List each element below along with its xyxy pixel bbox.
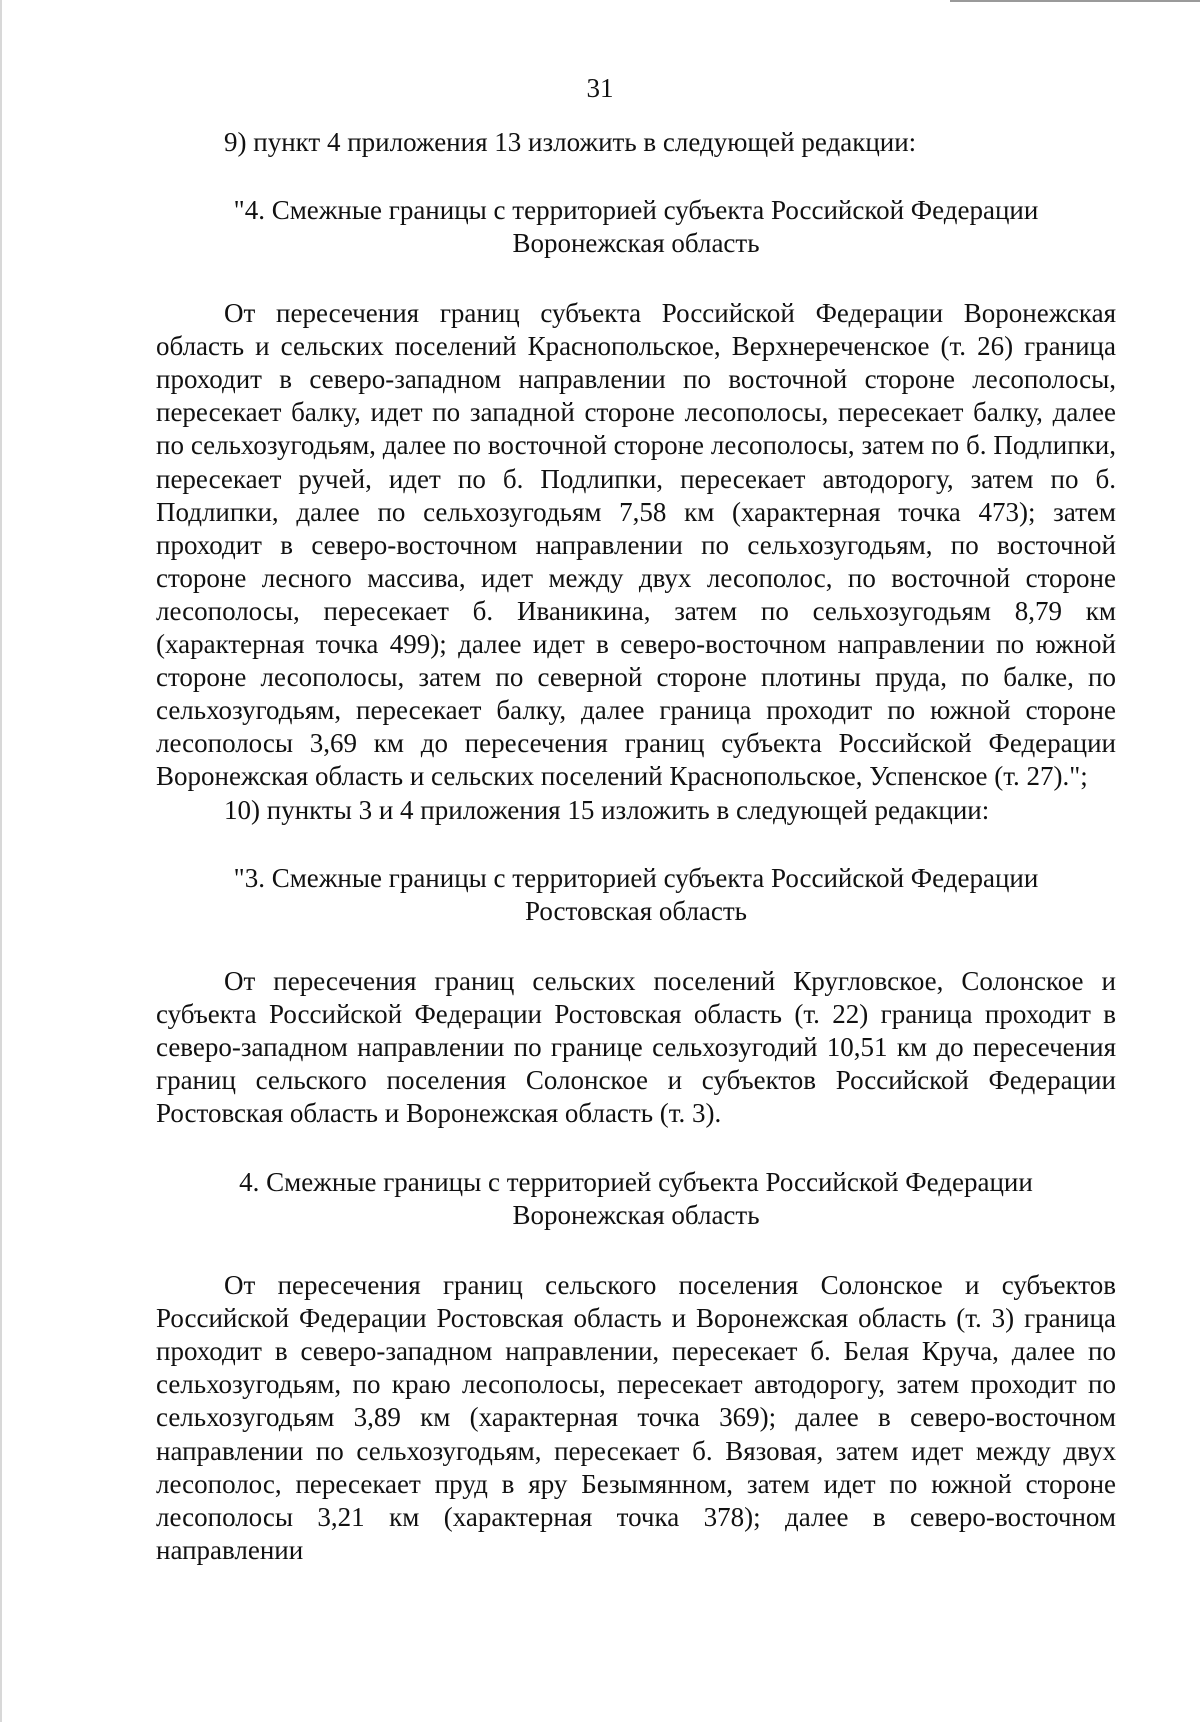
section-paragraph: От пересечения границ субъекта Российской Федерации Воронежская область и сельских поселений Краснопольское, Верхнереченское (т. 26) граница проходит в северо-западном направлении по восточной стороне лесополосы, пересекает балку, идет по западной стороне лесополосы, пересекает балку, далее по сельхозугодьям, далее по восточной стороне лесополосы, затем по б. Подлипки, пересекает ручей, идет по б. Подлипки, пересекает автодорогу, затем по б. Подлипки, далее по сельхозугодьям 7,58 км (характерная точка 473); затем проходит в северо-восточном направлении по сельхозугодьям, по восточной стороне лесного массива, идет между двух лесополос, по восточной стороне лесополосы, пересекает б. Иваникина, затем по сельхозугодьям 8,79 км (характерная точка 499); далее идет в северо-восточном направлении по южной стороне лесополосы, затем по северной стороне плотины пруда, по балке, по сельхозугодьям, пересекает балку, далее граница проходит по южной стороне лесополосы 3,69 км до пересечения границ субъекта Российской Федерации Воронежская область и сельских поселений Краснопольское, Успенское (т. 27)."; xyxy=(156,298,1116,792)
section-voronezh-appendix-15 xyxy=(156,1166,1116,1567)
section-heading-line-2: Воронежская область xyxy=(512,1200,760,1231)
section-heading-line-2: Ростовская область xyxy=(525,895,747,926)
spacer xyxy=(156,260,1116,297)
section-voronezh-appendix-13 xyxy=(156,194,1116,793)
spacer xyxy=(156,827,1116,862)
spacer xyxy=(156,1130,1116,1166)
section-heading-line-2: Воронежская область xyxy=(512,228,760,259)
amendment-item-9: 9) пункт 4 приложения 13 изложить в следующей редакции: xyxy=(224,127,917,157)
scan-left-edge xyxy=(0,0,2,1722)
spacer xyxy=(156,1232,1116,1269)
scan-top-line xyxy=(950,0,1200,2)
spacer xyxy=(156,159,1116,194)
document-content xyxy=(156,126,1116,1567)
page-number: 31 xyxy=(586,73,614,103)
section-heading-line-1: "4. Смежные границы с территорией субъекта Российской Федерации xyxy=(233,195,1039,226)
section-paragraph: От пересечения границ сельского поселения Солонское и субъектов Российской Федерации Ростовская область и Воронежская область (т. 3) граница проходит в северо-западном направлении, пересекает б. Белая Круча, далее по сельхозугодьям, по краю лесополосы, пересекает автодорогу, затем проходит по сельхозугодьям 3,89 км (характерная точка 369); далее в северо-восточном направлении по сельхозугодьям, пересекает б. Вязовая, затем идет между двух лесополос, пересекает пруд в яру Безымянном, затем идет по южной стороне лесополосы 3,21 км (характерная точка 378); далее в северо-восточном направлении xyxy=(156,1270,1116,1565)
section-heading-line-1: "3. Смежные границы с территорией субъекта Российской Федерации xyxy=(233,862,1039,893)
spacer xyxy=(156,928,1116,965)
section-rostov-appendix-15 xyxy=(156,862,1116,1130)
section-paragraph: От пересечения границ сельских поселений Кругловское, Солонское и субъекта Российской Федерации Ростовская область (т. 22) граница проходит в северо-западном направлении по границе сельхозугодий 10,51 км до пересечения границ сельского поселения Солонское и субъектов Российской Федерации Ростовская область и Воронежская область (т. 3). xyxy=(156,965,1116,1128)
section-heading-line-1: 4. Смежные границы с территорией субъекта Российской Федерации xyxy=(239,1167,1033,1198)
amendment-item-10: 10) пункты 3 и 4 приложения 15 изложить в следующей редакции: xyxy=(224,794,990,825)
